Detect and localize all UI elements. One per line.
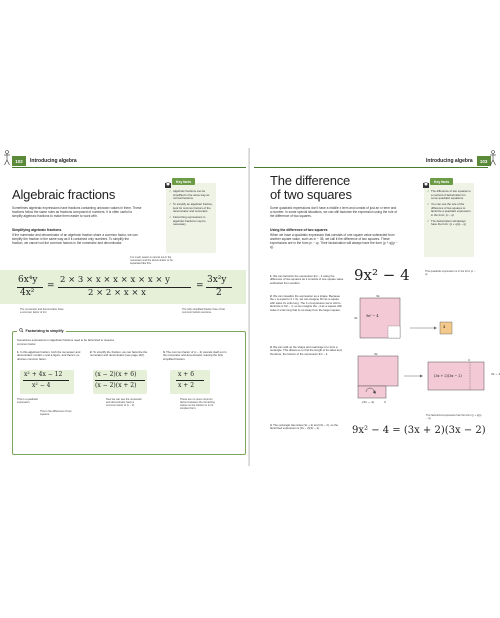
- fraction-bar: [95, 380, 145, 381]
- label-rect-area: (3x + 2)(3x − 2): [434, 374, 462, 378]
- intro-paragraph: Some quadratic expressions don't have a middle x term and consist of just an x² term and a number. In some special situations, we can still factorize the expression using the rule of the difference of two squares.: [270, 206, 398, 219]
- equals-sign: =: [47, 281, 55, 291]
- step-1-text: 1. In this algebraic fraction, both the numerator and denominator contain x and a figure, and there's no obvious common factor.: [17, 350, 81, 361]
- key-facts-icon: [164, 176, 172, 184]
- main-expression-note: This quadratic expression is in the form p² − q².: [425, 270, 476, 277]
- page-title-line-1: The difference: [270, 173, 351, 188]
- step-3-denominator: x + 2: [178, 382, 195, 389]
- section-label: Introducing algebra: [426, 158, 473, 164]
- section-label: Introducing algebra: [30, 158, 77, 164]
- label-rect-top-3x: 3x: [374, 352, 378, 356]
- subheading: Using the difference of two squares: [270, 228, 328, 232]
- label-area: 9x² − 4: [366, 314, 379, 318]
- main-expression: 9x² − 4: [354, 266, 410, 284]
- fraction-bar: [23, 380, 69, 381]
- step-2-denominator: (x − 2)(x + 2): [95, 382, 137, 389]
- key-fact-item: ✓ To simplify an algebraic fraction, look for common factors of the denominator and numerator.: [169, 202, 213, 213]
- step-3-numerator: x + 6: [178, 371, 195, 378]
- step-2-note: Now we can see the numerator and denominator have a common factor of (x − 2).: [106, 398, 142, 408]
- lhs-denominator: 4x²: [20, 288, 35, 298]
- fraction-bar: [176, 380, 204, 381]
- equals-sign: =: [196, 281, 204, 291]
- checkmark-icon: ✓: [169, 202, 172, 206]
- checkmark-icon: ✓: [169, 215, 172, 219]
- mid-denominator: 2 × 2 × x × x: [88, 288, 146, 298]
- step-3-text: 3. We can split up the shape and rearrange it to form a rectangle. This allows us to find the length of its sides and, therefore, the factors of the expression 9x² − 4.: [270, 345, 343, 356]
- book-spread: [0, 148, 500, 466]
- step-1-denominator: x² − 4: [32, 382, 51, 389]
- key-fact-item: ✓ Factorizing expressions in algebraic fractions may be necessary.: [169, 215, 206, 226]
- key-facts-icon: [422, 176, 430, 184]
- step-1-note-2: This is the difference of two squares.: [40, 410, 72, 417]
- left-page: [0, 148, 250, 466]
- step-1-numerator: x² + 4x − 12: [24, 371, 63, 378]
- page-number: 103: [477, 156, 491, 166]
- label-rect-top-2: 2: [468, 358, 470, 362]
- final-expression: 9x² − 4 = (3x + 2)(3x − 2): [352, 425, 486, 436]
- step-1-note: This is a quadratic expression.: [17, 398, 39, 405]
- step-4-text: 4. The rectangle has sides (3x + 2) and (3x − 2), so the factorized expression is (3x − 2)(3x − 2).: [270, 423, 339, 431]
- step-2-numerator: (x − 2)(x + 6): [95, 371, 137, 378]
- header-rule: [254, 167, 488, 168]
- page-title: Algebraic fractions: [12, 187, 116, 202]
- step-2-text: 2. We can visualize the expression as a shape. Because the x is equal to 3 × 3x, we can imagine 9x² as a square with sides 3x units long. The 4 of expression we're told to factorize is 9x² − 4, so we imagine the −4 as a square with sides 2 units long that is cut away from the larger square.: [270, 294, 342, 312]
- annotation-right: The fully simplified fraction free of the common factors outcome.: [182, 308, 225, 315]
- checkmark-icon: ✓: [169, 189, 172, 193]
- body-paragraph: If the numerator and denominator of an algebraic fraction share a common factor, we can simplify the fraction in the same way as if it contained only numbers. To simplify the fraction, we cancel out the common factors in the numerator and denominator.: [12, 233, 138, 246]
- stick-figure-icon: [3, 150, 11, 166]
- label-side-3x: 3x: [354, 316, 358, 320]
- label-bottom-left: (3x − 2): [362, 400, 375, 404]
- magnifier-icon: [19, 328, 24, 334]
- header-rule: [12, 167, 246, 168]
- stick-figure-icon: [489, 150, 497, 166]
- square-diagram: [352, 294, 462, 350]
- key-fact-item: ✓ Algebraic fractions can be simplified in the same way as normal fractions.: [169, 189, 210, 200]
- factorizing-intro: Sometimes expressions in algebraic fractions need to be factorized to reveal a common factor.: [17, 338, 114, 346]
- label-small-square: 4: [443, 325, 446, 329]
- final-note: The factorized expression has the form (p + q)(p − q).: [426, 414, 482, 421]
- annotation-top: It is much easier to cancel out in the numerator and the denominator to be separated like this.: [130, 256, 173, 266]
- step-3-note: These are no more common factors between the remaining values so the fraction is in its simplest form.: [180, 398, 215, 411]
- key-facts-box: [166, 179, 216, 253]
- rhs-numerator: 3x²y: [207, 275, 227, 285]
- checkmark-icon: ✓: [427, 189, 430, 193]
- key-fact-item: ✓ The difference of two squares is a method of factorization for some quadratic equations.: [427, 189, 471, 200]
- key-facts-label: Key facts: [172, 178, 195, 185]
- intro-paragraph: Sometimes algebraic expressions have fractions containing unknown values in them. These fractions follow the same rules as fractions composed of numbers. It is often useful to simplify algebraic fractions to make them easier to work with.: [12, 206, 142, 219]
- mid-numerator: 2 × 3 × x × x × x × x × y: [60, 275, 170, 285]
- rearranged-diagram: [352, 352, 492, 416]
- key-fact-item: ✓ The factorization will always have the form: (p + q)(p − q): [427, 218, 466, 226]
- key-fact-item: ✓ You can use the rule of the difference of two squares to factorize a quadratic expression in the form: p² − q²: [427, 202, 471, 217]
- factorizing-heading: Factorizing to simplify: [17, 328, 66, 334]
- subheading: Simplifying algebraic fractions: [12, 228, 62, 232]
- step-1-text: 1. We can factorize the expression 9x² − 4 using the difference of two squares as it consists of one square value subtracted from another.: [270, 274, 344, 285]
- step-2-text: 2. To simplify the fraction, we can factorize the numerator and denominator (see page 110).: [90, 350, 148, 358]
- step-3-text: 3. The common factor of (x − 2) cancels itself out in the numerator and denominator, leaving the fully simplified fraction.: [163, 350, 227, 361]
- rhs-denominator: 2: [216, 288, 222, 298]
- key-facts-box: [424, 179, 474, 257]
- key-facts-label: Key facts: [430, 178, 453, 185]
- lhs-numerator: 6x⁴y: [18, 275, 38, 285]
- checkmark-icon: ✓: [427, 218, 430, 223]
- body-paragraph: When we have a quadratic expression that consists of one square value subtracted from another square value, such as x² − 36, we call it the difference of two squares. These expressions are in the form p² − q². Their factorization will always have the form (p + q)(p − q).: [270, 233, 398, 250]
- annotation-left: The numerator and denominator have a common factor of 2x².: [20, 308, 64, 315]
- label-top-3x: 3x: [376, 294, 380, 298]
- label-rect-side: 3x − 2: [491, 372, 500, 376]
- label-bottom-right: 2: [384, 400, 386, 404]
- page-number: 102: [12, 156, 26, 166]
- checkmark-icon: ✓: [427, 202, 430, 206]
- right-page: [250, 148, 500, 466]
- page-title-line-2: of two squares: [270, 187, 352, 202]
